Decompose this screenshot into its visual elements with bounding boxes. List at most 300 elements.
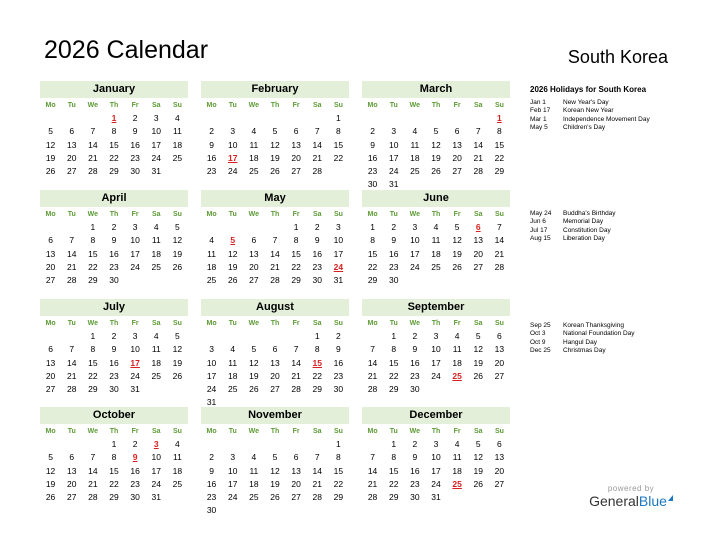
weekday-label: Su [494,211,504,218]
day-cell: 30 [130,492,140,503]
weekday-label: Fr [292,102,300,109]
day-cell: 29 [333,492,344,503]
holiday-name: New Year's Day [563,99,609,106]
day-cell: 27 [45,275,56,286]
empty-cell [307,112,328,125]
empty-cell [222,221,243,234]
day-cell: 17 [151,465,161,476]
day-cell: 4 [209,235,214,246]
day-cell: 10 [410,235,420,246]
day-cell: 31 [206,397,217,408]
day-cell: 30 [367,179,378,190]
day-cell: 10 [130,235,140,246]
month-june [362,190,510,287]
day-cell: 18 [172,139,183,150]
holiday-date: May 5 [530,123,548,131]
day-cell: 9 [370,139,375,150]
day-cell: 30 [109,384,119,395]
day-cell: 3 [391,126,397,137]
day-cell: 7 [314,126,320,137]
day-cell: 15 [109,139,119,150]
day-cell: 9 [336,344,341,355]
day-cell: 4 [251,126,257,137]
day-cell: 3 [230,452,236,463]
day-cell: 5 [475,331,481,341]
day-grid [201,112,349,178]
day-cell: 9 [391,235,397,246]
weekday-label: Mo [45,428,56,435]
month-name: July [40,299,188,316]
day-grid [362,330,510,396]
weekday-label: Sa [151,320,161,327]
day-cell: 1 [336,113,341,123]
month-july [40,299,188,396]
empty-cell [201,221,222,234]
empty-cell [82,112,103,125]
weekday-label: Sa [151,428,161,435]
day-cell: 27 [66,166,77,177]
weekday-header [40,317,188,330]
day-cell: 1 [90,331,96,341]
weekday-label: Tu [389,102,398,109]
day-cell: 9 [111,235,117,246]
empty-cell [61,330,82,343]
day-cell: 10 [333,235,344,246]
day-cell: 9 [412,452,418,463]
day-cell: 28 [88,492,98,503]
empty-cell [243,438,264,451]
day-cell: 5 [48,452,53,463]
weekday-label: Su [172,211,182,218]
day-cell: 7 [90,452,96,463]
day-cell: 4 [433,222,439,232]
weekday-label: Th [270,211,280,218]
day-cell: 3 [433,439,439,449]
day-cell: 6 [293,126,299,137]
day-cell: 30 [312,275,322,286]
day-cell: 28 [270,275,280,286]
day-cell: 21 [88,478,98,489]
day-grid [362,112,510,192]
day-cell: 18 [452,465,462,476]
brand-triangle-icon [668,495,673,501]
weekday-label: We [248,320,260,327]
day-cell: 10 [151,452,161,463]
day-cell: 18 [151,357,161,368]
holiday-item [530,227,616,235]
day-cell: 4 [230,344,236,355]
day-cell: 11 [452,344,462,355]
day-cell: 18 [206,261,217,272]
day-cell: 8 [90,344,96,355]
day-cell: 1 [314,331,320,341]
day-cell: 1 [90,222,96,232]
day-cell: 15 [333,139,344,150]
day-cell: 16 [312,248,322,259]
day-cell: 20 [291,152,301,163]
holiday-day-cell: 5 [230,235,236,246]
holiday-name: National Foundation Day [563,330,635,338]
empty-cell [468,112,489,125]
holiday-day-cell: 25 [452,478,462,489]
month-name: June [362,190,510,207]
day-cell: 7 [272,235,278,246]
day-cell: 22 [333,152,344,163]
weekday-label: We [87,428,99,435]
month-december [362,407,510,504]
day-cell: 30 [109,275,119,286]
day-cell: 20 [473,248,483,259]
day-cell: 7 [370,452,375,463]
day-grid [40,330,188,396]
weekday-label: Fr [131,102,139,109]
holiday-day-cell: 17 [227,152,238,163]
empty-cell [222,438,243,451]
day-cell: 29 [88,384,98,395]
weekday-label: Sa [151,102,161,109]
day-cell: 5 [272,126,278,137]
day-cell: 9 [132,126,138,137]
day-cell: 13 [452,139,462,150]
weekday-label: Su [172,102,182,109]
day-cell: 28 [88,166,98,177]
day-cell: 30 [206,505,217,516]
day-cell: 1 [111,439,117,449]
day-cell: 24 [388,166,399,177]
holiday-name: Korean New Year [563,107,614,115]
day-cell: 20 [45,370,56,381]
day-cell: 22 [109,152,119,163]
day-cell: 20 [494,465,505,476]
day-cell: 23 [312,261,322,272]
empty-cell [286,112,307,125]
weekday-label: Sa [473,320,483,327]
holiday-item [530,116,650,124]
empty-cell [201,112,222,125]
day-cell: 7 [90,126,96,137]
day-cell: 25 [206,275,217,286]
day-cell: 2 [412,439,418,449]
day-cell: 18 [410,152,420,163]
day-cell: 11 [452,452,462,463]
day-cell: 28 [312,166,322,177]
day-cell: 8 [314,344,320,355]
day-cell: 23 [333,370,344,381]
weekday-label: Tu [228,102,237,109]
day-cell: 8 [391,344,397,355]
day-cell: 27 [66,492,77,503]
day-cell: 11 [249,139,259,150]
day-cell: 30 [130,166,140,177]
day-cell: 7 [314,452,320,463]
holiday-name: Hangul Day [563,338,597,346]
day-cell: 18 [249,152,259,163]
day-cell: 11 [249,465,259,476]
weekday-label: Tu [228,428,237,435]
day-cell: 13 [291,139,301,150]
day-cell: 13 [249,248,259,259]
day-cell: 8 [111,452,117,463]
day-cell: 12 [45,465,56,476]
weekday-label: We [87,320,99,327]
day-cell: 22 [388,370,399,381]
day-cell: 18 [151,248,161,259]
weekday-label: Mo [367,320,378,327]
day-cell: 13 [45,248,56,259]
holiday-date: Jun 6 [530,218,546,226]
holiday-day-cell: 3 [153,439,159,449]
day-cell: 11 [207,248,216,259]
day-cell: 10 [130,344,140,355]
day-cell: 11 [431,235,441,246]
holiday-item [530,124,650,132]
holiday-date: Dec 25 [530,346,551,354]
day-cell: 24 [431,370,441,381]
day-cell: 12 [270,465,280,476]
day-cell: 6 [48,235,53,246]
month-march [362,81,510,192]
day-cell: 10 [388,139,399,150]
day-cell: 24 [130,261,140,272]
weekday-label: Th [109,211,119,218]
day-cell: 26 [227,275,238,286]
day-cell: 25 [227,384,238,395]
day-cell: 21 [312,152,322,163]
brand-logo [588,484,674,509]
empty-cell [425,112,446,125]
day-cell: 13 [291,465,301,476]
day-cell: 5 [251,344,257,355]
empty-cell [404,112,425,125]
day-cell: 25 [151,370,161,381]
day-cell: 13 [66,139,77,150]
day-cell: 28 [473,166,483,177]
day-cell: 21 [473,152,483,163]
day-cell: 14 [291,357,301,368]
weekday-header [362,99,510,112]
day-cell: 20 [452,152,462,163]
empty-cell [243,112,264,125]
weekday-label: Fr [292,320,300,327]
day-cell: 28 [367,492,378,503]
day-cell: 24 [227,492,238,503]
day-cell: 4 [175,439,180,449]
holiday-date: Oct 3 [530,330,546,338]
day-grid [40,438,188,504]
day-cell: 17 [431,465,441,476]
weekday-label: Mo [206,320,217,327]
day-cell: 12 [172,235,183,246]
holiday-date: Mar 1 [530,115,547,123]
weekday-label: Sa [473,428,483,435]
weekday-label: We [87,211,99,218]
day-cell: 19 [227,261,238,272]
holiday-group [530,210,616,243]
empty-cell [61,112,82,125]
day-cell: 29 [291,275,301,286]
day-cell: 2 [314,222,320,232]
day-cell: 23 [410,370,420,381]
day-cell: 20 [66,152,77,163]
holiday-name: Christmas Day [563,346,606,354]
day-cell: 4 [454,331,460,341]
holiday-date: Jan 1 [530,99,546,106]
day-cell: 12 [473,344,483,355]
day-cell: 16 [410,357,420,368]
day-cell: 22 [333,478,344,489]
day-cell: 1 [391,331,397,341]
holiday-date: May 24 [530,210,552,217]
weekday-label: Tu [228,320,237,327]
day-cell: 1 [336,439,341,449]
day-cell: 5 [475,439,481,449]
holiday-item [530,347,635,355]
country-name: South Korea [567,47,668,67]
weekday-header [362,208,510,221]
weekday-label: Sa [312,211,322,218]
day-cell: 17 [410,248,420,259]
day-cell: 8 [111,126,117,137]
day-cell: 28 [367,384,378,395]
day-cell: 19 [473,357,483,368]
day-cell: 26 [431,166,441,177]
day-cell: 31 [130,384,140,395]
day-cell: 29 [388,492,399,503]
day-cell: 31 [388,179,399,190]
weekday-label: Sa [312,102,322,109]
weekday-label: Mo [45,102,56,109]
day-cell: 14 [367,465,378,476]
day-cell: 16 [367,152,378,163]
day-cell: 14 [473,139,483,150]
weekday-header [40,99,188,112]
empty-cell [286,330,307,343]
weekday-label: Su [494,428,504,435]
day-cell: 17 [388,152,399,163]
day-cell: 15 [494,139,505,150]
day-cell: 20 [494,357,505,368]
day-cell: 10 [431,344,441,355]
day-cell: 14 [66,357,77,368]
day-cell: 21 [66,261,77,272]
day-cell: 7 [293,344,299,355]
day-cell: 11 [410,139,420,150]
day-cell: 30 [410,384,420,395]
day-cell: 18 [172,465,183,476]
day-cell: 18 [249,478,259,489]
day-cell: 23 [130,152,140,163]
day-cell: 8 [336,452,341,463]
day-cell: 22 [88,370,98,381]
day-cell: 23 [206,166,217,177]
holiday-group [530,322,635,355]
weekday-label: Mo [367,428,378,435]
holiday-name: Liberation Day [563,234,605,242]
weekday-label: Th [270,320,280,327]
day-cell: 16 [333,357,344,368]
day-cell: 31 [151,492,161,503]
empty-cell [383,112,404,125]
day-cell: 25 [249,166,259,177]
weekday-label: Th [109,320,119,327]
day-cell: 15 [388,357,399,368]
weekday-label: Fr [453,320,461,327]
day-cell: 23 [109,261,119,272]
month-august [201,299,349,410]
holiday-date: Feb 17 [530,107,551,115]
holiday-day-cell: 24 [333,261,344,272]
weekday-label: We [409,102,421,109]
month-name: February [201,81,349,98]
day-cell: 10 [227,465,238,476]
day-cell: 5 [433,126,439,137]
day-cell: 25 [151,261,161,272]
weekday-label: We [409,428,421,435]
empty-cell [264,221,285,234]
day-cell: 5 [48,126,53,137]
day-cell: 26 [172,261,183,272]
weekday-label: Su [172,320,182,327]
holiday-date: Sep 25 [530,322,551,329]
day-cell: 12 [431,139,441,150]
day-cell: 17 [227,478,238,489]
empty-cell [362,438,383,451]
weekday-label: Fr [131,211,139,218]
day-cell: 6 [251,235,257,246]
day-cell: 6 [497,331,502,341]
day-cell: 19 [431,152,441,163]
month-name: August [201,299,349,316]
day-cell: 30 [388,275,399,286]
day-cell: 3 [132,331,138,341]
empty-cell [286,438,307,451]
day-cell: 26 [45,492,56,503]
month-name: March [362,81,510,98]
day-cell: 18 [452,357,462,368]
day-cell: 18 [431,248,441,259]
day-cell: 9 [209,139,214,150]
day-cell: 26 [45,166,56,177]
day-cell: 14 [494,235,505,246]
day-cell: 2 [132,439,138,449]
holiday-name: Children's Day [563,123,606,131]
day-cell: 20 [291,478,301,489]
day-cell: 1 [293,222,299,232]
day-grid [40,221,188,287]
month-name: October [40,407,188,424]
weekday-label: We [87,102,99,109]
empty-cell [264,438,285,451]
weekday-label: Th [270,102,280,109]
weekday-label: Tu [389,428,398,435]
day-cell: 21 [367,478,378,489]
day-cell: 19 [45,152,56,163]
holiday-name: Memorial Day [563,218,604,226]
day-cell: 10 [151,126,161,137]
day-cell: 2 [132,113,138,123]
day-cell: 29 [388,384,399,395]
month-name: April [40,190,188,207]
weekday-label: Fr [292,211,300,218]
weekday-label: Sa [312,320,322,327]
day-cell: 25 [172,478,183,489]
holiday-date: Oct 9 [530,338,546,346]
month-november [201,407,349,518]
weekday-label: Sa [151,211,161,218]
holiday-group [530,99,650,132]
day-cell: 7 [370,344,375,355]
empty-cell [307,438,328,451]
